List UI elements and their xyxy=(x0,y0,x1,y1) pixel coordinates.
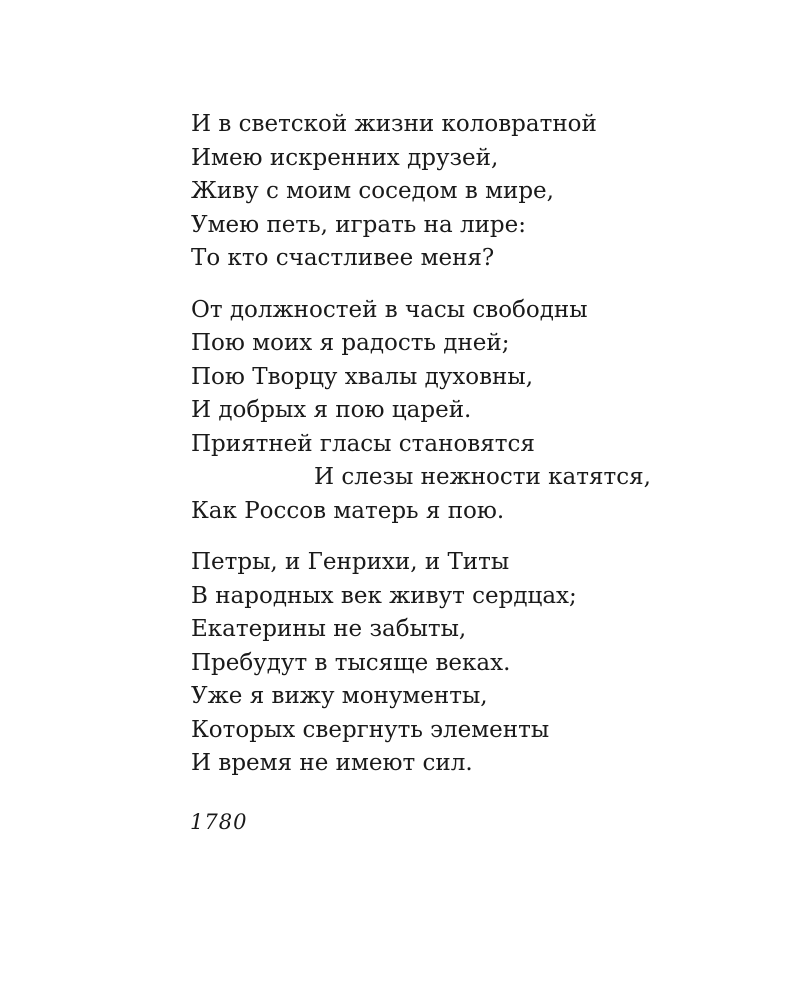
poem-line: Петры, и Генрихи, и Титы xyxy=(191,549,510,575)
poem-line: И время не имеют сил. xyxy=(191,750,473,776)
stanza-1 xyxy=(191,108,751,276)
poem-line: Умею петь, играть на лире: xyxy=(191,211,527,238)
stanza-3 xyxy=(191,546,751,781)
poem-line: В народных век живут сердцах; xyxy=(191,582,577,609)
poem-line: Пою Творцу хвалы духовны, xyxy=(191,363,534,390)
stanza-2 xyxy=(191,294,751,529)
poem-date: 1780 xyxy=(190,810,248,834)
poem-line: Имею искренних друзей, xyxy=(191,144,499,171)
poem-line: Пребудут в тысяще веках. xyxy=(191,649,511,676)
poem-line: Живу с моим соседом в мире, xyxy=(191,178,554,204)
poem-body xyxy=(191,108,751,799)
poem-line: И в светской жизни коловратной xyxy=(191,111,597,137)
poem-line: То кто счастливее меня? xyxy=(191,245,495,271)
poem-line: Приятней гласы становятся xyxy=(191,430,535,457)
poem-line: Пою моих я радость дней; xyxy=(191,330,510,356)
poem-line: От должностей в часы свободны xyxy=(191,296,588,323)
poem-line: И добрых я пою царей. xyxy=(191,397,472,423)
poem-line: Как Россов матерь я пою. xyxy=(191,497,505,524)
poem-line: Которых свергнуть элементы xyxy=(191,716,550,743)
poem-line: Екатерины не забыты, xyxy=(191,616,467,642)
poem-line-indented: И слезы нежности катятся, xyxy=(314,464,651,490)
poem-line: Уже я вижу монументы, xyxy=(191,683,488,709)
